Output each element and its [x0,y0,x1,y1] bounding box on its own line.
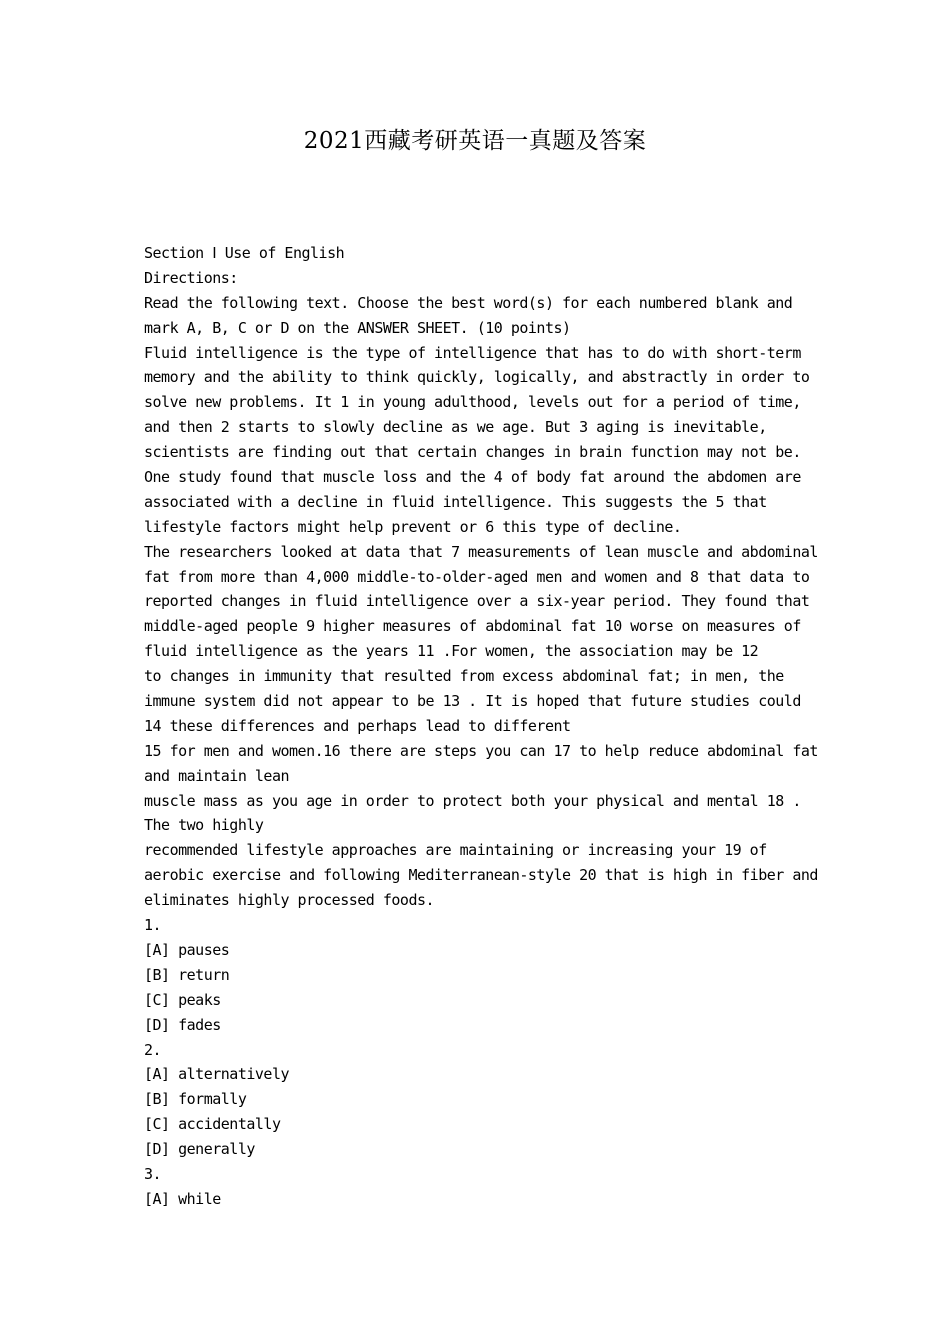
text-line: 2. [144,1040,162,1059]
text-line: memory and the ability to think quickly, logically, and abstractly in order to [144,368,810,387]
text-line: mark A, B, C or D on the ANSWER SHEET. (10 points) [144,318,571,337]
text-line: aerobic exercise and following Mediterranean-style 20 that is high in fiber and [144,866,818,885]
text-line: [B] return [144,965,230,984]
text-line: recommended lifestyle approaches are maintaining or increasing your 19 of [144,841,767,860]
text-line: Fluid intelligence is the type of intelligence that has to do with short-term [144,343,801,362]
text-line: 3. [144,1164,162,1183]
text-line: One study found that muscle loss and the 4 of body fat around the abdomen are [144,468,801,487]
text-line: and then 2 starts to slowly decline as we age. But 3 aging is inevitable, [144,418,767,437]
text-line: associated with a decline in fluid intelligence. This suggests the 5 that [144,492,767,511]
text-line: Read the following text. Choose the best word(s) for each numbered blank and [144,293,793,312]
text-line: Directions: [144,268,238,287]
text-line: lifestyle factors might help prevent or 6 this type of decline. [144,517,682,536]
text-line: 1. [144,916,162,935]
text-line: and maintain lean [144,766,290,785]
text-line: [A] while [144,1189,221,1208]
text-line: muscle mass as you age in order to protect both your physical and mental 18 . [144,791,801,810]
text-line: solve new problems. It 1 in young adulthood, levels out for a period of time, [144,393,801,412]
text-line: eliminates highly processed foods. [144,891,435,910]
text-line: [B] formally [144,1090,247,1109]
text-line: The researchers looked at data that 7 measurements of lean muscle and abdominal [144,542,818,561]
text-line: [D] generally [144,1140,255,1159]
text-line: [C] peaks [144,990,221,1009]
text-line: The two highly [144,816,264,835]
text-line: 14 these differences and perhaps lead to different [144,716,571,735]
text-line: reported changes in fluid intelligence over a six-year period. They found that [144,592,810,611]
document-title: 2021西藏考研英语一真题及答案 [303,128,647,154]
text-line: to changes in immunity that resulted from excess abdominal fat; in men, the [144,667,784,686]
text-line: [C] accidentally [144,1115,281,1134]
text-line: middle-aged people 9 higher measures of abdominal fat 10 worse on measures of [144,617,801,636]
text-line: fat from more than 4,000 middle-to-older-aged men and women and 8 that data to [144,567,810,586]
document-body [144,241,824,1212]
text-line: immune system did not appear to be 13 . It is hoped that future studies could [144,692,801,711]
text-line: Section Ⅰ Use of English [144,244,345,262]
text-line: [A] alternatively [144,1065,290,1084]
text-line: [A] pauses [144,940,230,959]
text-line: 15 for men and women.16 there are steps you can 17 to help reduce abdominal fat [144,741,818,760]
text-line: fluid intelligence as the years 11 .For women, the association may be 12 [144,642,759,661]
text-line: [D] fades [144,1015,221,1034]
text-line: scientists are finding out that certain changes in brain function may not be. [144,443,801,462]
